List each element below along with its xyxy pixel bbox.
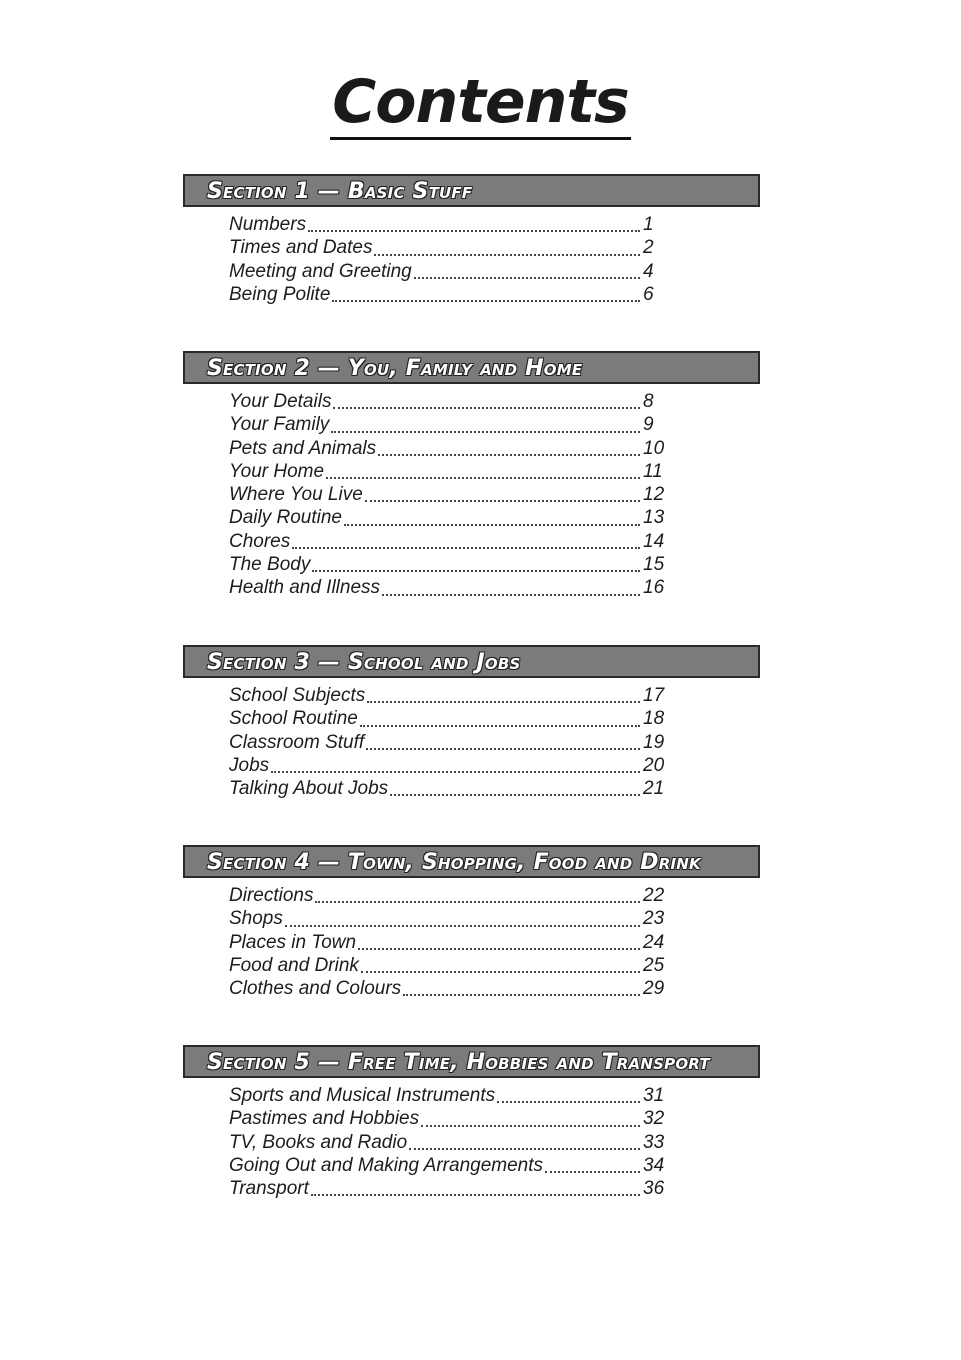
toc-entry-label: Pets and Animals bbox=[229, 437, 377, 459]
toc-entry-label: Meeting and Greeting bbox=[229, 260, 412, 282]
toc-entry-page: 32 bbox=[643, 1108, 665, 1130]
toc-entry-page: 9 bbox=[643, 414, 654, 436]
toc-entry-page: 4 bbox=[643, 260, 654, 282]
dot-leader bbox=[285, 925, 640, 927]
toc-entry[interactable] bbox=[229, 506, 665, 529]
toc-entry-page: 23 bbox=[643, 908, 665, 930]
section-1 bbox=[183, 174, 760, 306]
toc-entry-label: Food and Drink bbox=[229, 954, 359, 976]
toc-entry-label: Numbers bbox=[229, 214, 307, 235]
dot-leader bbox=[358, 948, 640, 950]
section-2 bbox=[183, 351, 760, 600]
toc-entry-page: 13 bbox=[643, 507, 665, 529]
toc-entry[interactable] bbox=[229, 777, 665, 800]
section-title: Section 5 — Free Time, Hobbies and Transport bbox=[207, 1050, 710, 1075]
section-5 bbox=[183, 1045, 760, 1200]
section-header bbox=[183, 845, 760, 878]
toc-entry-label: Pastimes and Hobbies bbox=[229, 1108, 420, 1130]
toc-entry-label: Shops bbox=[229, 908, 283, 930]
dot-leader bbox=[403, 994, 640, 996]
toc-entry-page: 14 bbox=[643, 530, 665, 552]
dot-leader bbox=[414, 277, 640, 279]
toc-entry[interactable] bbox=[229, 1177, 665, 1200]
dot-leader bbox=[421, 1125, 640, 1127]
toc-entry[interactable] bbox=[229, 754, 665, 777]
section-header bbox=[183, 351, 760, 384]
dot-leader bbox=[271, 771, 640, 773]
dot-leader bbox=[366, 748, 640, 750]
toc-entry[interactable] bbox=[229, 731, 665, 754]
toc-entry-page: 29 bbox=[643, 978, 665, 1000]
toc-entry-label: Transport bbox=[229, 1178, 309, 1200]
toc-entry-page: 24 bbox=[643, 931, 665, 953]
dot-leader bbox=[333, 407, 640, 409]
toc-entry-page: 2 bbox=[643, 237, 654, 259]
toc-entry-label: Going Out and Making Arrangements bbox=[229, 1154, 544, 1176]
toc-entry[interactable] bbox=[229, 707, 665, 730]
toc-entry-label: Sports and Musical Instruments bbox=[229, 1085, 496, 1106]
toc-entry-page: 10 bbox=[643, 437, 665, 459]
toc-entry[interactable] bbox=[229, 1154, 665, 1177]
toc-entry-page: 16 bbox=[643, 577, 665, 599]
toc-entry-label: TV, Books and Radio bbox=[229, 1131, 408, 1153]
toc-entry[interactable] bbox=[229, 907, 665, 930]
dot-leader bbox=[292, 547, 640, 549]
section-4 bbox=[183, 845, 760, 1000]
toc-entry-page: 34 bbox=[643, 1154, 665, 1176]
toc-entry[interactable] bbox=[229, 530, 665, 553]
dot-leader bbox=[382, 594, 640, 596]
toc-entry[interactable] bbox=[229, 213, 665, 236]
dot-leader bbox=[361, 971, 640, 973]
toc-list bbox=[229, 390, 665, 600]
toc-entry-label: Your Family bbox=[229, 414, 330, 436]
toc-entry-label: The Body bbox=[229, 554, 311, 576]
toc-entry-label: Daily Routine bbox=[229, 507, 342, 529]
toc-entry-label: Talking About Jobs bbox=[229, 778, 389, 800]
toc-entry-label: Health and Illness bbox=[229, 577, 381, 599]
toc-entry[interactable] bbox=[229, 460, 665, 483]
section-3 bbox=[183, 645, 760, 800]
toc-entry-page: 19 bbox=[643, 731, 665, 753]
toc-entry-label: Times and Dates bbox=[229, 237, 373, 259]
dot-leader bbox=[390, 794, 640, 796]
dot-leader bbox=[365, 500, 640, 502]
page-title bbox=[0, 66, 961, 138]
toc-entry-page: 20 bbox=[643, 754, 665, 776]
dot-leader bbox=[315, 901, 640, 903]
toc-entry[interactable] bbox=[229, 931, 665, 954]
toc-entry-page: 18 bbox=[643, 708, 665, 730]
dot-leader bbox=[409, 1148, 640, 1150]
dot-leader bbox=[312, 570, 640, 572]
toc-entry[interactable] bbox=[229, 954, 665, 977]
dot-leader bbox=[367, 701, 640, 703]
toc-list bbox=[229, 684, 665, 800]
toc-entry-page: 31 bbox=[643, 1085, 665, 1106]
toc-entry-label: Directions bbox=[229, 885, 314, 906]
toc-entry-label: Jobs bbox=[229, 754, 270, 776]
toc-entry[interactable] bbox=[229, 483, 665, 506]
dot-leader bbox=[545, 1171, 640, 1173]
toc-entry[interactable] bbox=[229, 236, 665, 259]
dot-leader bbox=[360, 725, 640, 727]
toc-entry[interactable] bbox=[229, 283, 665, 306]
toc-list bbox=[229, 213, 665, 306]
toc-entry-label: School Routine bbox=[229, 708, 358, 730]
toc-entry[interactable] bbox=[229, 1107, 665, 1130]
page-title-text: Contents bbox=[330, 67, 630, 140]
toc-entry[interactable] bbox=[229, 390, 665, 413]
dot-leader bbox=[378, 454, 640, 456]
toc-entry-page: 12 bbox=[643, 484, 665, 506]
toc-entry[interactable] bbox=[229, 884, 665, 907]
toc-entry-label: Your Details bbox=[229, 391, 332, 412]
toc-entry-page: 33 bbox=[643, 1131, 665, 1153]
toc-entry[interactable] bbox=[229, 260, 665, 283]
dot-leader bbox=[344, 524, 640, 526]
toc-list bbox=[229, 884, 665, 1000]
section-title: Section 3 — School and Jobs bbox=[207, 650, 521, 675]
toc-entry[interactable] bbox=[229, 413, 665, 436]
toc-entry-label: Your Home bbox=[229, 460, 325, 482]
toc-entry-page: 11 bbox=[643, 460, 663, 482]
dot-leader bbox=[331, 431, 640, 433]
toc-entry[interactable] bbox=[229, 437, 665, 460]
section-title: Section 2 — You, Family and Home bbox=[207, 356, 583, 381]
toc-entry-page: 6 bbox=[643, 283, 654, 305]
toc-entry-label: Being Polite bbox=[229, 283, 331, 305]
toc-entry-label: Clothes and Colours bbox=[229, 978, 402, 1000]
toc-entry-label: Places in Town bbox=[229, 931, 357, 953]
toc-entry-page: 8 bbox=[643, 391, 654, 412]
toc-entry-page: 22 bbox=[643, 885, 665, 906]
toc-entry[interactable] bbox=[229, 576, 665, 599]
toc-entry[interactable] bbox=[229, 1084, 665, 1107]
toc-entry[interactable] bbox=[229, 977, 665, 1000]
toc-entry-label: School Subjects bbox=[229, 685, 366, 706]
dot-leader bbox=[374, 254, 640, 256]
section-header bbox=[183, 174, 760, 207]
dot-leader bbox=[311, 1194, 640, 1196]
dot-leader bbox=[308, 230, 640, 232]
toc-entry-label: Classroom Stuff bbox=[229, 731, 365, 753]
toc-entry-label: Where You Live bbox=[229, 484, 363, 506]
dot-leader bbox=[332, 300, 640, 302]
section-title: Section 4 — Town, Shopping, Food and Drink bbox=[207, 850, 701, 875]
toc-entry-page: 36 bbox=[643, 1178, 665, 1200]
section-header bbox=[183, 645, 760, 678]
dot-leader bbox=[497, 1101, 640, 1103]
toc-entry-page: 25 bbox=[643, 954, 665, 976]
section-header bbox=[183, 1045, 760, 1078]
toc-entry-page: 21 bbox=[643, 778, 665, 800]
toc-entry-page: 15 bbox=[643, 554, 665, 576]
toc-entry[interactable] bbox=[229, 553, 665, 576]
toc-entry-label: Chores bbox=[229, 530, 291, 552]
section-title: Section 1 — Basic Stuff bbox=[207, 179, 473, 204]
toc-entry-page: 1 bbox=[643, 214, 654, 235]
toc-entry-page: 17 bbox=[643, 685, 665, 706]
toc-entry[interactable] bbox=[229, 1131, 665, 1154]
dot-leader bbox=[326, 477, 640, 479]
toc-list bbox=[229, 1084, 665, 1200]
toc-entry[interactable] bbox=[229, 684, 665, 707]
